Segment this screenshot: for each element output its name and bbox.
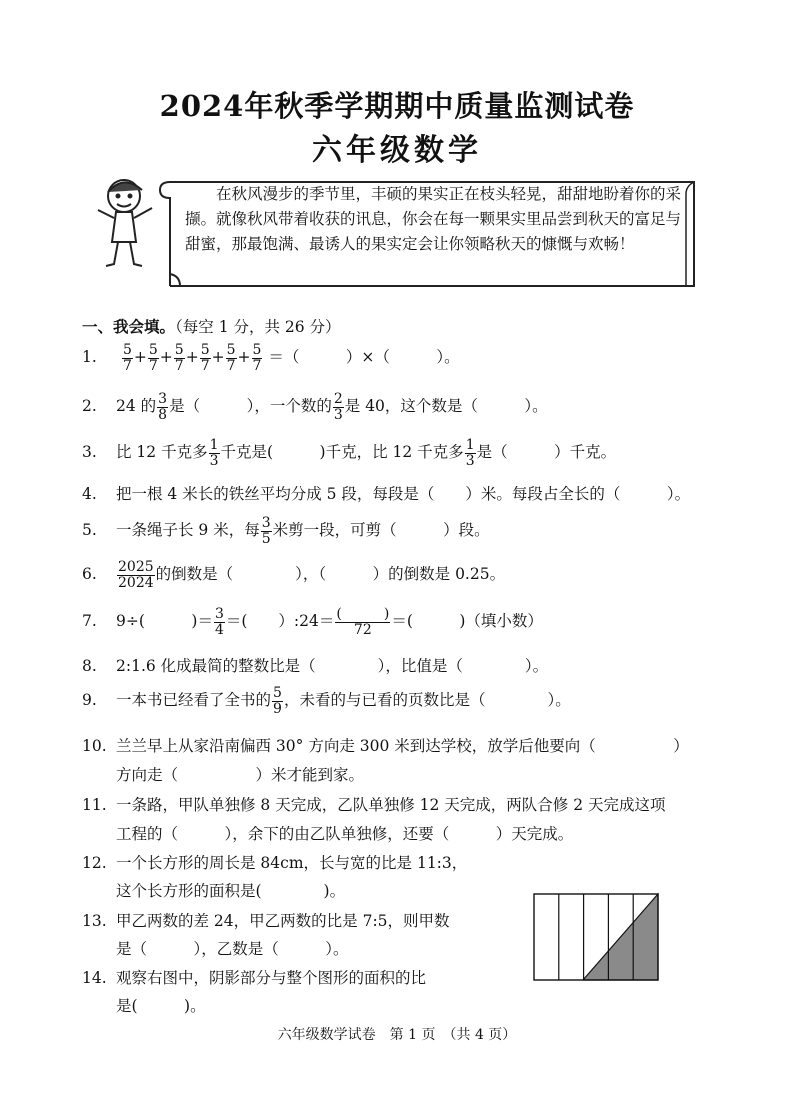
question-number: 1. xyxy=(82,348,97,367)
question-number: 10. xyxy=(82,737,107,755)
question-number: 8. xyxy=(82,657,97,675)
question-8 xyxy=(82,654,548,676)
question-number: 5. xyxy=(82,521,97,540)
fraction: $\frac{3}{5}$ xyxy=(261,515,271,547)
question-10-line2: 方向走（ ）米才能到家。 xyxy=(116,766,365,784)
question-12: 12. 一个长方形的周长是 84cm，长与宽的比是 11:3， xyxy=(82,854,468,872)
question-4 xyxy=(82,482,690,504)
question-text: ＝（ ）×（ ）。 xyxy=(268,348,460,367)
question-number: 7. xyxy=(82,612,97,631)
question-5: 5. 一条绳子长 9 米，每 $\frac{3}{5}$ 米剪一段，可剪（ ）段。 xyxy=(82,515,490,547)
question-7: 7. 9÷( )＝ $\frac{3}{4}$ ＝( ）:24＝ $\frac{( )}{72}$ ＝( )（填小数） xyxy=(82,606,543,638)
fraction: $\frac{1}{3}$ xyxy=(465,437,475,469)
question-number: 9. xyxy=(82,691,97,710)
fraction: $\frac{5}{7}$ xyxy=(148,342,158,374)
question-number: 4. xyxy=(82,485,97,503)
fraction: $\frac{5}{7}$ xyxy=(200,342,210,374)
question-9: 9. 一本书已经看了全书的 $\frac{5}{9}$ ，未看的与已看的页数比是（ ）。 xyxy=(82,685,571,717)
fraction: $\frac{5}{7}$ xyxy=(252,342,262,374)
question-number: 11. xyxy=(82,796,107,814)
page-subtitle: 六年级数学 xyxy=(312,133,482,168)
question-11-line2: 工程的（ ），余下的由乙队单独修，还要（ ）天完成。 xyxy=(116,825,574,843)
page-title: 2024年秋季学期期中质量监测试卷 xyxy=(159,89,635,123)
question-6: 6. $\frac{2025}{2024}$ 的倒数是（ ），（ ）的倒数是 0.25。 xyxy=(82,559,506,591)
question-text: 把一根 4 米长的铁丝平均分成 5 段，每段是（ ）米。每段占全长的（ ）。 xyxy=(116,485,691,503)
fraction: $\frac{( )}{72}$ xyxy=(336,606,390,638)
mascot-illustration xyxy=(92,172,162,272)
question-number: 13. xyxy=(82,912,107,930)
question-text: 2:1.6 化成最简的整数比是（ ），比值是（ ）。 xyxy=(116,657,549,675)
shaded-rectangle-figure xyxy=(533,893,659,981)
question-13: 13. 甲乙两数的差 24，甲乙两数的比是 7:5，则甲数 xyxy=(82,912,450,930)
question-11: 11. 一条路，甲队单独修 8 天完成，乙队单独修 12 天完成，两队合修 2 天完成这项 xyxy=(82,796,666,814)
fraction: $\frac{3}{8}$ xyxy=(158,391,168,423)
question-3: 3. 比 12 千克多 $\frac{1}{3}$ 千克是( )千克，比 12 千克多 $\frac{1}{3}$ 是（ ）千克。 xyxy=(82,437,617,469)
section-label: 一、我会填。 xyxy=(82,318,176,336)
question-number: 12. xyxy=(82,854,107,872)
question-number: 3. xyxy=(82,443,97,462)
fraction: $\frac{3}{4}$ xyxy=(214,606,224,638)
question-number: 2. xyxy=(82,397,97,416)
question-13-line2: 是（ ），乙数是（ ）。 xyxy=(116,940,349,958)
question-2: 2. 24 的 $\frac{3}{8}$ 是（ ），一个数的 $\frac{2}{3}$ 是 40，这个数是（ ）。 xyxy=(82,391,548,423)
fraction: $\frac{2}{3}$ xyxy=(333,391,343,423)
question-14: 14. 观察右图中，阴影部分与整个图形的面积的比 xyxy=(82,969,427,987)
fraction: $\frac{2025}{2024}$ xyxy=(118,559,154,591)
fraction: $\frac{1}{3}$ xyxy=(209,437,219,469)
fraction: $\frac{5}{7}$ xyxy=(226,342,236,374)
fraction: $\frac{5}{7}$ xyxy=(174,342,184,374)
question-14-line2: 是( )。 xyxy=(116,997,206,1015)
question-1: 1. $\frac{5}{7}$ + $\frac{5}{7}$ + $\frac{5}{7}$ + $\frac{5}{7}$ + $\frac{5}{7}$ + $\frac{5}{7}$ ＝（ ）×（ ）。 xyxy=(82,342,460,374)
page-footer: 六年级数学试卷 第 1 页 （共 4 页） xyxy=(277,1027,517,1043)
fraction: $\frac{5}{9}$ xyxy=(273,685,282,717)
fraction: $\frac{5}{7}$ xyxy=(122,342,132,374)
question-10: 10. 兰兰早上从家沿南偏西 30° 方向走 300 米到达学校，放学后他要向（ ） xyxy=(82,737,689,755)
section-heading xyxy=(82,315,341,337)
question-number: 6. xyxy=(82,565,97,584)
intro-text: 在秋风漫步的季节里，丰硕的果实正在枝头轻晃，甜甜地盼着你的采撷。就像秋风带着收获的讯息，你会在每一颗果实里品尝到秋天的富足与甜蜜，那最饱满、最诱人的果实定会让你领略秋天的慷慨与欢畅！ xyxy=(185,185,682,253)
question-number: 14. xyxy=(82,969,107,987)
question-12-line2: 这个长方形的面积是( )。 xyxy=(116,882,346,900)
section-note: （每空 1 分，共 26 分） xyxy=(175,318,341,336)
